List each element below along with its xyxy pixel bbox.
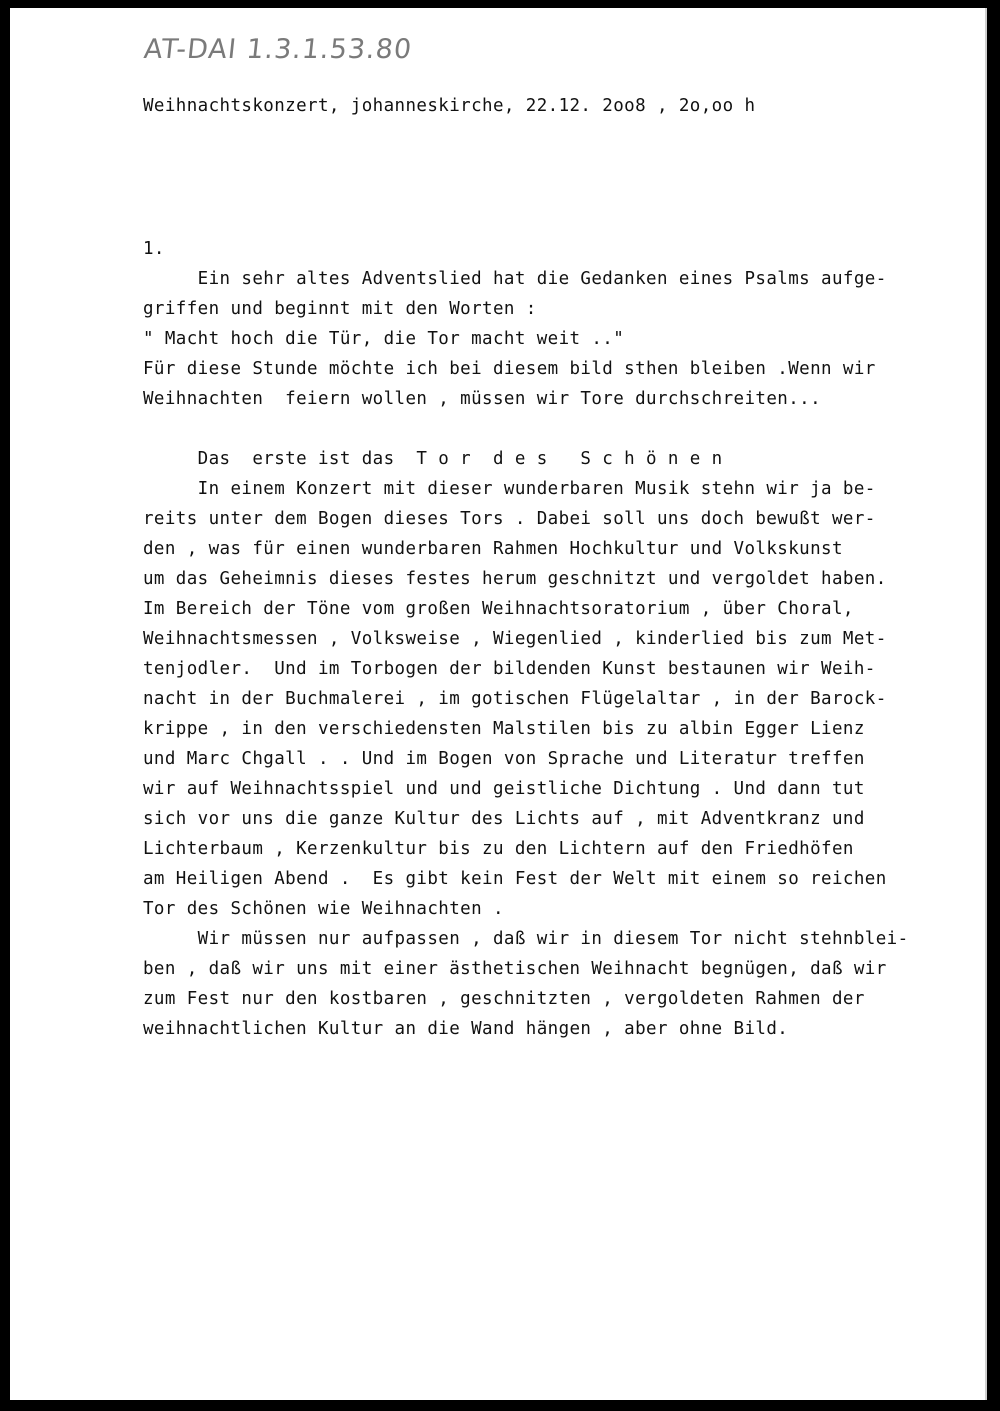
text-line: krippe , in den verschiedensten Malstilen bis zu albin Egger Lienz [143, 719, 865, 739]
text-line: nacht in der Buchmalerei , im gotischen Flügelaltar , in der Barock- [143, 689, 887, 709]
text-line: griffen und beginnt mit den Worten : [143, 299, 537, 319]
text-line: am Heiligen Abend . Es gibt kein Fest der Welt mit einem so reichen [143, 869, 887, 889]
document-page [10, 8, 987, 1400]
archive-signature-handwritten: AT-DAI 1.3.1.53.80 [142, 34, 414, 65]
text-line: Ein sehr altes Adventslied hat die Gedanken eines Psalms aufge- [143, 269, 887, 289]
paragraph-gap [143, 414, 983, 444]
section-number: 1. [143, 239, 165, 259]
text-line: Das erste ist das T o r d e s S c h ö n e n [143, 449, 723, 469]
text-line: und Marc Chgall . . Und im Bogen von Sprache und Literatur treffen [143, 749, 865, 769]
text-line: Weihnachtsmessen , Volksweise , Wiegenlied , kinderlied bis zum Met- [143, 629, 887, 649]
text-line: reits unter dem Bogen dieses Tors . Dabei soll uns doch bewußt wer- [143, 509, 876, 529]
text-line: um das Geheimnis dieses festes herum geschnitzt und vergoldet haben. [143, 569, 887, 589]
text-line: " Macht hoch die Tür, die Tor macht weit .." [143, 329, 625, 349]
text-line: sich vor uns die ganze Kultur des Lichts auf , mit Adventkranz und [143, 809, 865, 829]
text-line: wir auf Weihnachtsspiel und und geistliche Dichtung . Und dann tut [143, 779, 865, 799]
text-line: tenjodler. Und im Torbogen der bildenden Kunst bestaunen wir Weih- [143, 659, 876, 679]
text-line: Lichterbaum , Kerzenkultur bis zu den Lichtern auf den Friedhöfen [143, 839, 854, 859]
text-line: In einem Konzert mit dieser wunderbaren Musik stehn wir ja be- [143, 479, 876, 499]
text-line: Weihnachten feiern wollen , müssen wir Tore durchschreiten... [143, 389, 822, 409]
text-line: zum Fest nur den kostbaren , geschnitzten , vergoldeten Rahmen der [143, 989, 865, 1009]
text-line: ben , daß wir uns mit einer ästhetischen Weihnacht begnügen, daß wir [143, 959, 887, 979]
text-line: Wir müssen nur aufpassen , daß wir in diesem Tor nicht stehnblei- [143, 929, 909, 949]
document-body [143, 234, 983, 1044]
text-line: Für diese Stunde möchte ich bei diesem bild sthen bleiben .Wenn wir [143, 359, 876, 379]
text-line: Im Bereich der Töne vom großen Weihnachtsoratorium , über Choral, [143, 599, 854, 619]
text-line: Tor des Schönen wie Weihnachten . [143, 899, 504, 919]
document-header: Weihnachtskonzert, johanneskirche, 22.12. 2oo8 , 2o,oo h [143, 96, 756, 116]
text-line: weihnachtlichen Kultur an die Wand hängen , aber ohne Bild. [143, 1019, 789, 1039]
text-line: den , was für einen wunderbaren Rahmen Hochkultur und Volkskunst [143, 539, 843, 559]
